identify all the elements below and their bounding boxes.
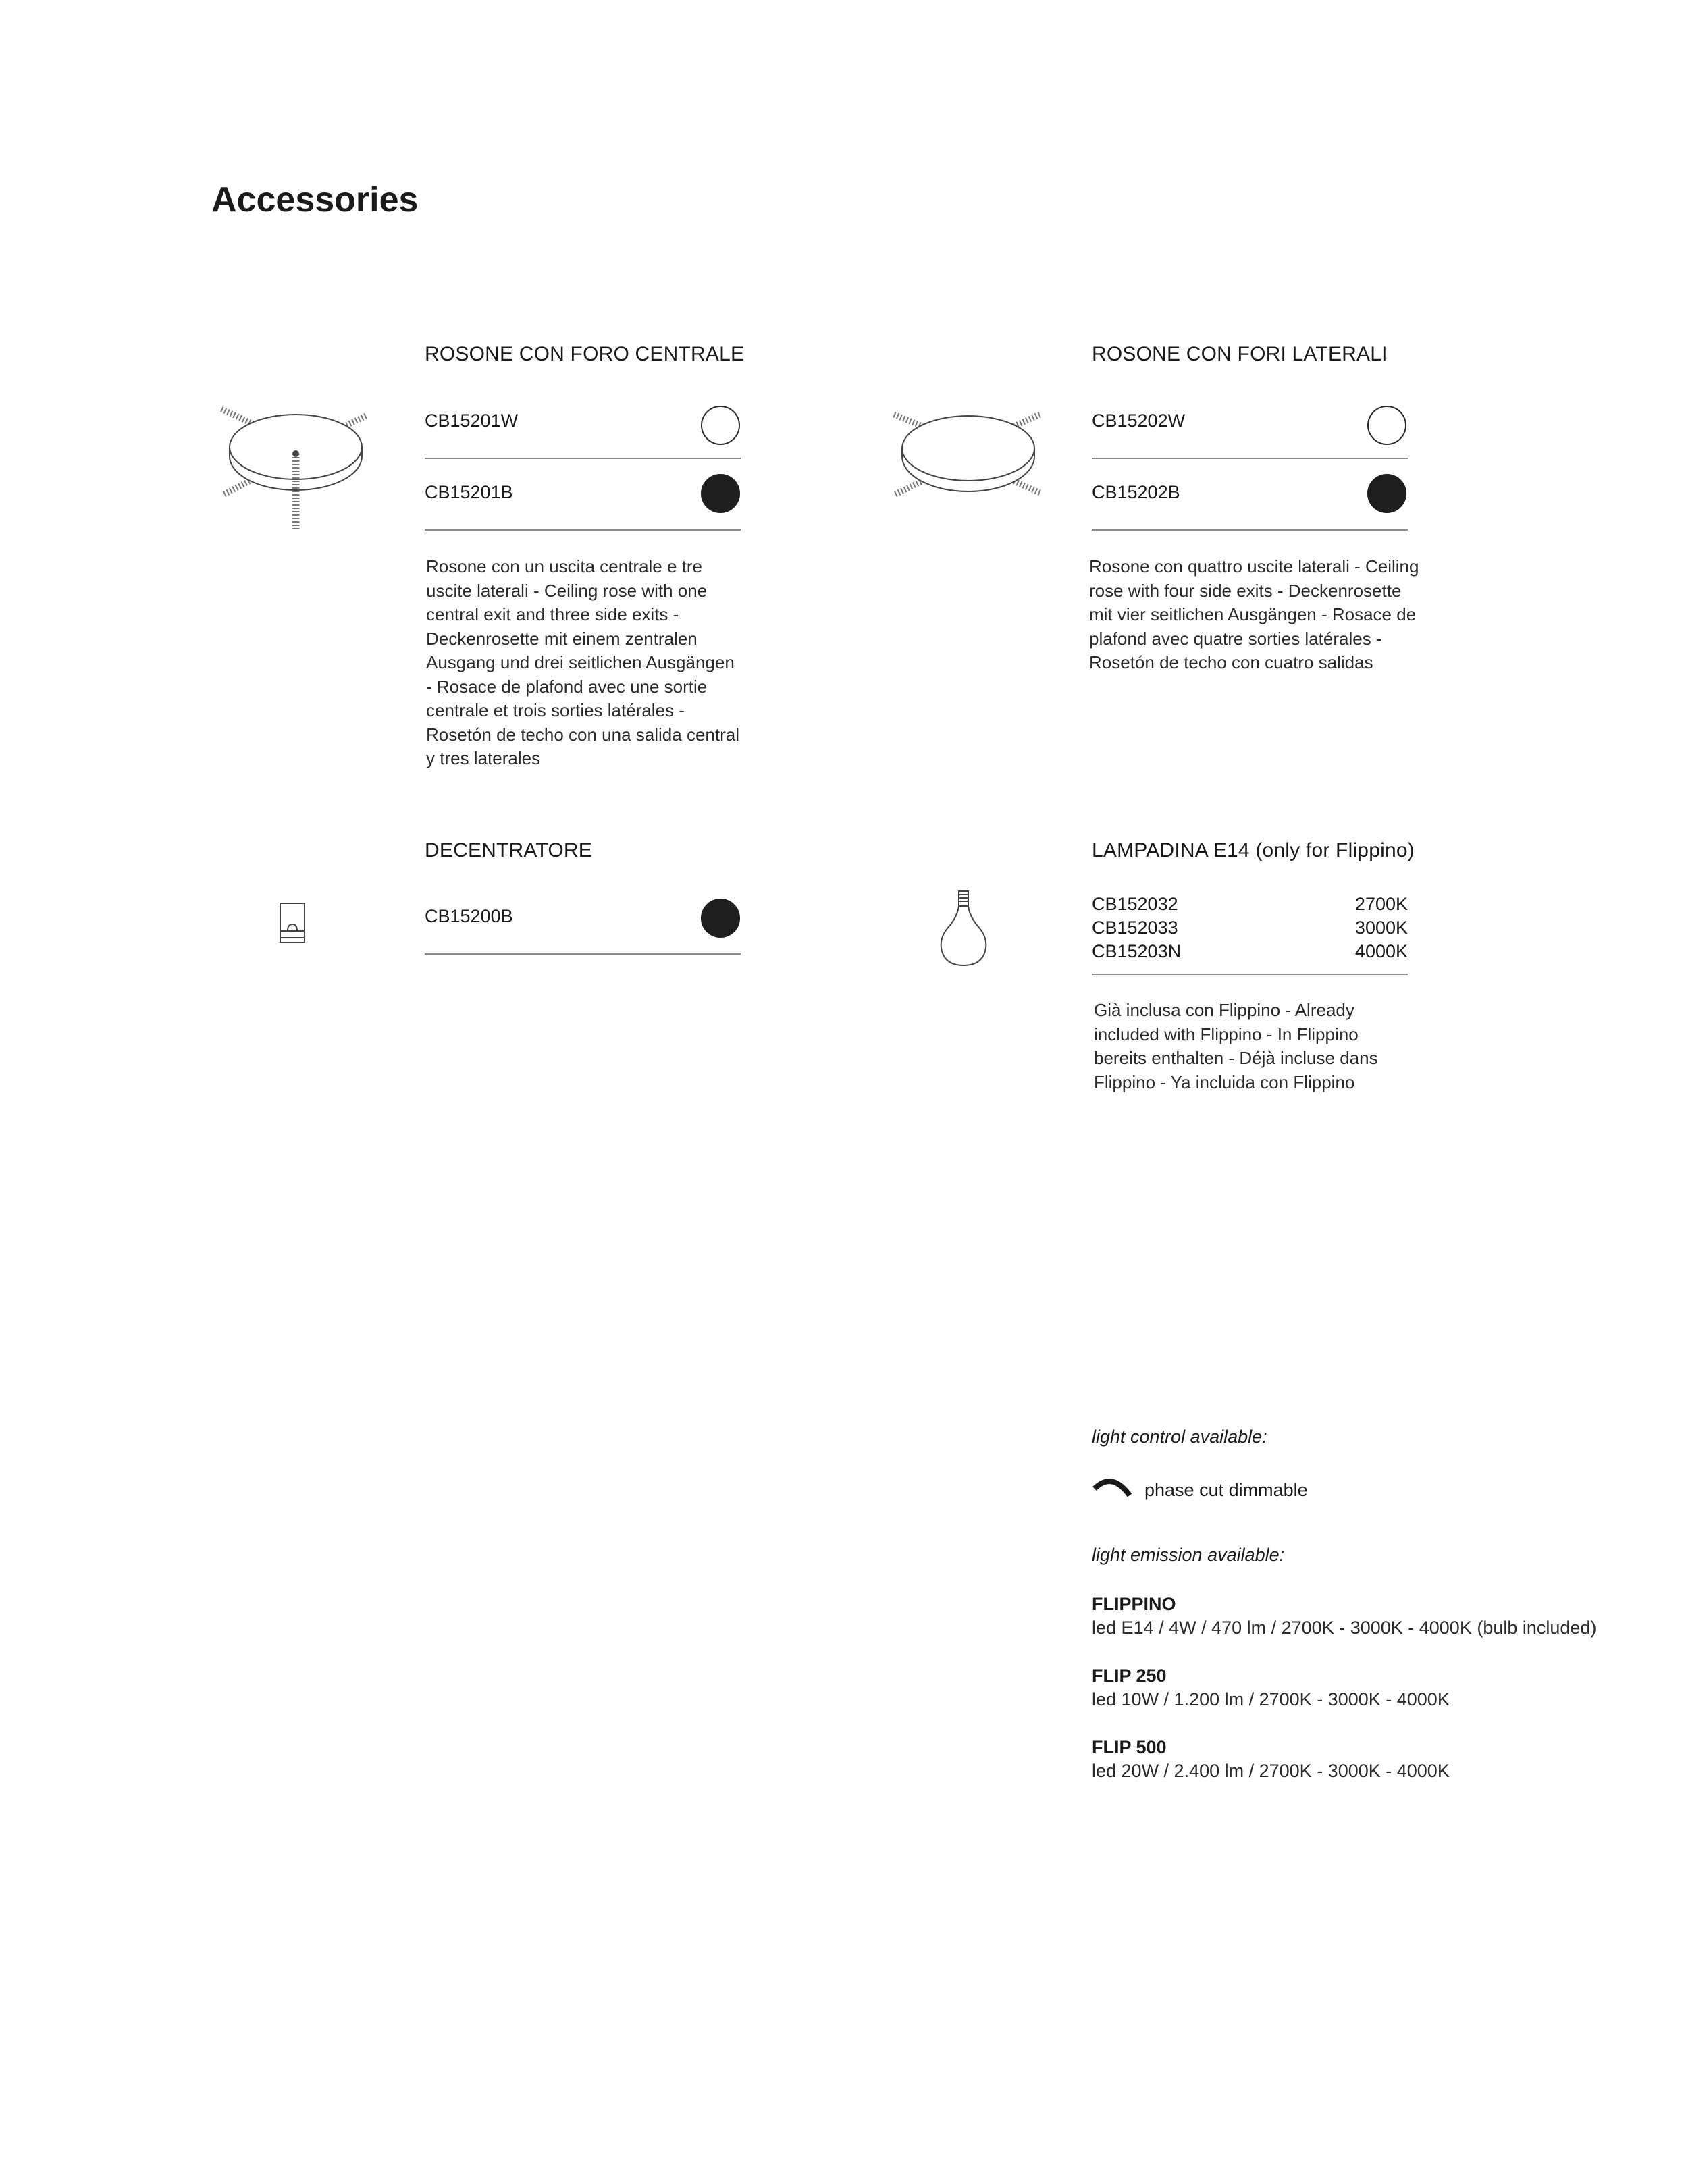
black-finish-swatch xyxy=(1367,474,1406,513)
divider xyxy=(1092,529,1408,531)
black-finish-swatch xyxy=(701,899,740,938)
bulb-temperature: 4000K xyxy=(1354,941,1408,961)
page-title: Accessories xyxy=(211,180,419,219)
rosone-centrale-code-white: CB15201W xyxy=(425,410,519,431)
decentratore-title: DECENTRATORE xyxy=(425,839,592,861)
rosone-laterali-description: Rosone con quattro uscite laterali - Ceiling rose with four side exits - Deckenrosette mit vier seitlichen Ausgängen - Rosace de plafond avec quatre sorties latérales - Rosetón de techo con cuatro salidas xyxy=(1089,556,1419,672)
divider xyxy=(425,529,741,531)
bulb-row xyxy=(1092,917,1408,941)
decentralizer-icon xyxy=(278,901,307,949)
lampadina-title: LAMPADINA E14 (only for Flippino) xyxy=(1092,839,1415,861)
divider xyxy=(425,953,741,955)
decentratore-code-black: CB15200B xyxy=(425,906,513,926)
phase-cut-dimmable-icon xyxy=(1092,1474,1134,1501)
rosone-centrale-code-black: CB15201B xyxy=(425,482,513,502)
bulb-code: CB152032 xyxy=(1092,894,1178,914)
bulb-row xyxy=(1092,894,1408,917)
emission-item-spec: led 10W / 1.200 lm / 2700K - 3000K - 4000K xyxy=(1092,1689,1450,1709)
rosone-centrale-title: ROSONE CON FORO CENTRALE xyxy=(425,343,745,365)
emission-item-name: FLIP 250 xyxy=(1092,1666,1167,1686)
emission-item-name: FLIPPINO xyxy=(1092,1594,1176,1614)
bulb-row xyxy=(1092,941,1408,965)
white-finish-swatch xyxy=(1367,406,1406,445)
emission-item-spec: led E14 / 4W / 470 lm / 2700K - 3000K - 4000K (bulb included) xyxy=(1092,1618,1597,1638)
light-bulb-icon xyxy=(939,888,989,968)
lampadina-description: Già inclusa con Flippino - Already included with Flippino - In Flippino bereits enthalten - Déjà incluse dans Flippino - Ya incluida con Flippino xyxy=(1094,1000,1378,1092)
bulb-code: CB152033 xyxy=(1092,917,1178,938)
rosone-laterali-code-black: CB15202B xyxy=(1092,482,1180,502)
rosone-laterali-code-white: CB15202W xyxy=(1092,410,1186,431)
light-control-heading: light control available: xyxy=(1092,1427,1267,1447)
divider xyxy=(425,458,741,459)
emission-item-name: FLIP 500 xyxy=(1092,1737,1167,1757)
rosone-laterali-title: ROSONE CON FORI LATERALI xyxy=(1092,343,1388,365)
emission-item-spec: led 20W / 2.400 lm / 2700K - 3000K - 4000K xyxy=(1092,1761,1450,1781)
ceiling-rose-side-icon xyxy=(890,405,1045,506)
rosone-centrale-description: Rosone con un uscita centrale e tre uscite laterali - Ceiling rose with one central exit and three side exits - Deckenrosette mit einem zentralen Ausgang und drei seitlichen Ausgängen - Rosace de plafond avec une sortie centrale et trois sorties latérales - Rosetón de techo con una salida central y tres laterales xyxy=(426,556,739,768)
black-finish-swatch xyxy=(701,474,740,513)
phase-cut-dimmable-label: phase cut dimmable xyxy=(1144,1480,1308,1500)
divider xyxy=(1092,974,1408,975)
white-finish-swatch xyxy=(701,406,740,445)
divider xyxy=(1092,458,1408,459)
ceiling-rose-central-icon xyxy=(216,398,371,540)
bulb-temperature: 2700K xyxy=(1354,894,1408,914)
light-emission-heading: light emission available: xyxy=(1092,1545,1285,1565)
bulb-code: CB15203N xyxy=(1092,941,1182,961)
bulb-temperature: 3000K xyxy=(1354,917,1408,938)
